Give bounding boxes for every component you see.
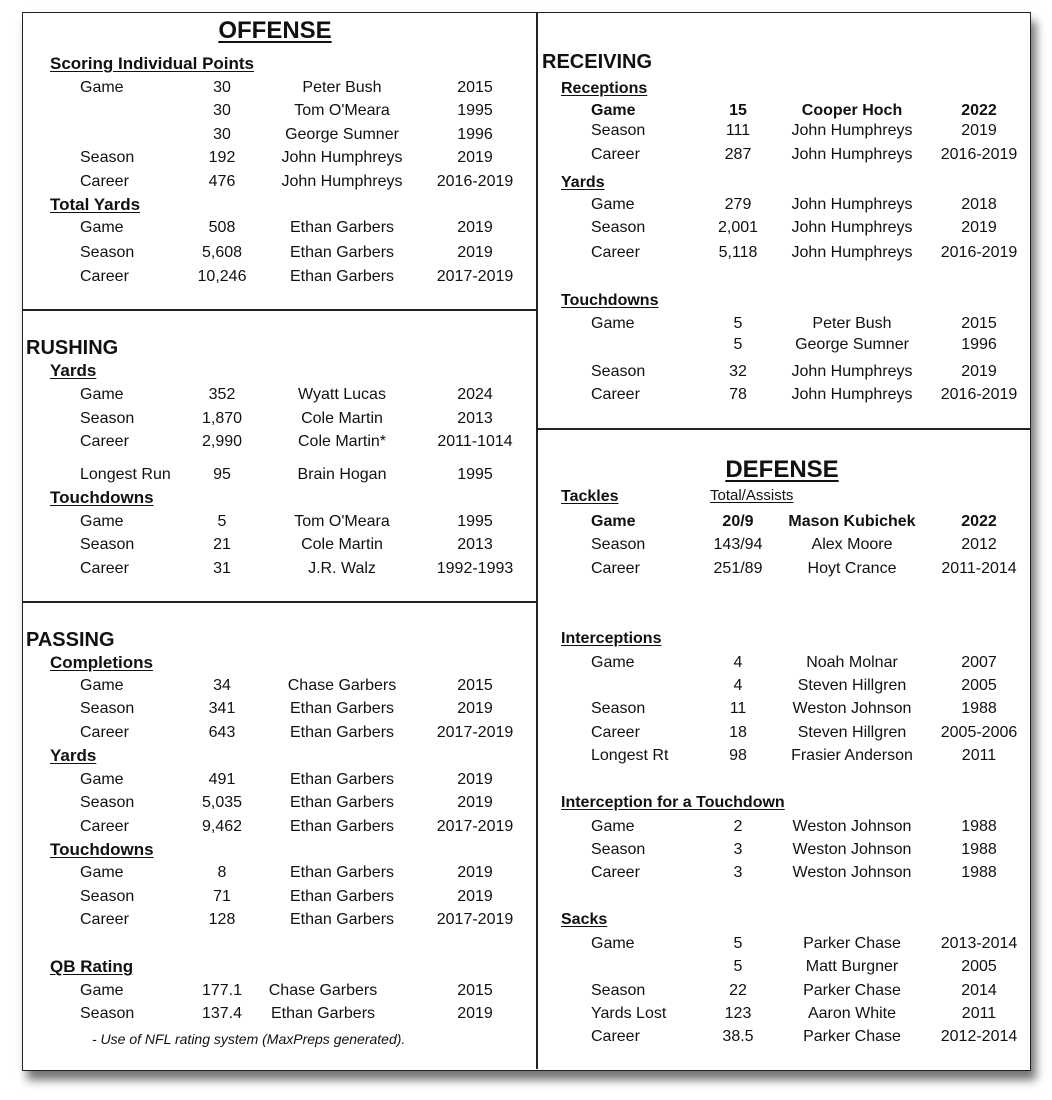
sacks-heading: Sacks [561, 911, 608, 928]
record-holder: Mason Kubichek [788, 513, 916, 530]
record-holder: Tom O'Meara [294, 513, 390, 530]
record-year: 2019 [961, 219, 997, 236]
record-year: 2024 [457, 386, 493, 403]
record-holder: John Humphreys [791, 196, 913, 213]
record-category: Season [80, 794, 135, 811]
record-category: Game [80, 771, 124, 788]
rushing-yards-heading: Yards [50, 361, 97, 380]
record-holder: Matt Burgner [805, 958, 899, 975]
record-category: Career [80, 560, 129, 577]
record-year: 2016-2019 [940, 386, 1018, 403]
record-holder: J.R. Walz [308, 560, 376, 577]
tackles-heading: Tackles [561, 488, 619, 505]
record-category: Yards Lost [591, 1005, 667, 1022]
record-value: 251/89 [713, 560, 763, 577]
record-category: Career [80, 818, 129, 835]
record-holder: Noah Molnar [806, 654, 898, 671]
scoring-heading: Scoring Individual Points [50, 54, 255, 73]
qb-rating-heading: QB Rating [50, 957, 134, 976]
record-year: 1995 [457, 513, 493, 530]
record-holder: John Humphreys [791, 146, 913, 163]
record-year: 2012-2014 [940, 1028, 1018, 1045]
record-value: 11 [729, 700, 747, 717]
record-value: 192 [208, 149, 236, 166]
record-category: Season [591, 700, 646, 717]
record-value: 508 [208, 219, 236, 236]
record-value: 32 [729, 363, 747, 380]
record-category: Career [80, 911, 129, 928]
record-category: Season [80, 244, 135, 261]
record-holder: Frasier Anderson [791, 747, 913, 764]
record-year: 2015 [961, 315, 997, 332]
record-holder: John Humphreys [791, 363, 913, 380]
record-holder: Weston Johnson [792, 841, 912, 858]
record-category: Game [591, 513, 636, 530]
section-divider [22, 601, 537, 603]
record-value: 1,870 [201, 410, 243, 427]
record-category: Season [591, 219, 646, 236]
record-value: 341 [208, 700, 236, 717]
record-category: Career [591, 244, 640, 261]
record-year: 2017-2019 [436, 818, 514, 835]
record-holder: Ethan Garbers [289, 268, 395, 285]
record-holder: Parker Chase [803, 982, 901, 999]
record-holder: Wyatt Lucas [298, 386, 386, 403]
record-value: 98 [729, 747, 747, 764]
qb-rating-note: - Use of NFL rating system (MaxPreps generated). [92, 1031, 406, 1047]
rushing-title: RUSHING [26, 337, 119, 359]
record-value: 20/9 [722, 513, 754, 530]
record-holder: John Humphreys [791, 244, 913, 261]
record-category: Career [591, 146, 640, 163]
record-year: 2012 [961, 536, 997, 553]
record-year: 2022 [961, 102, 997, 119]
record-holder: John Humphreys [791, 122, 913, 139]
record-year: 1988 [961, 700, 997, 717]
record-year: 2017-2019 [436, 268, 514, 285]
record-category: Career [591, 724, 640, 741]
record-value: 5 [733, 935, 743, 952]
receiving-title: RECEIVING [542, 51, 653, 73]
record-year: 2014 [961, 982, 997, 999]
record-category: Career [591, 560, 640, 577]
record-value: 3 [733, 841, 743, 858]
record-holder: Ethan Garbers [289, 794, 395, 811]
record-year: 2011-1014 [437, 433, 513, 450]
record-value: 111 [725, 122, 751, 139]
section-divider [537, 428, 1030, 430]
record-year: 2019 [457, 771, 493, 788]
record-year: 2017-2019 [436, 911, 514, 928]
record-holder: Ethan Garbers [270, 1005, 376, 1022]
record-holder: John Humphreys [791, 386, 913, 403]
record-holder: Cole Martin* [297, 433, 387, 450]
record-year: 1996 [961, 336, 997, 353]
record-value: 18 [729, 724, 747, 741]
record-value: 3 [733, 864, 743, 881]
record-year: 2019 [961, 363, 997, 380]
record-value: 30 [213, 126, 231, 143]
record-year: 2019 [457, 244, 493, 261]
record-year: 2011 [961, 1005, 997, 1022]
record-category: Game [80, 864, 124, 881]
completions-heading: Completions [50, 653, 153, 672]
record-year: 1988 [961, 841, 997, 858]
record-year: 1988 [961, 864, 997, 881]
record-holder: Chase Garbers [268, 982, 378, 999]
record-holder: Cooper Hoch [801, 102, 903, 119]
record-category: Game [591, 196, 635, 213]
record-holder: Alex Moore [811, 536, 893, 553]
record-year: 2005-2006 [940, 724, 1018, 741]
record-year: 2019 [961, 122, 997, 139]
record-value: 15 [729, 102, 747, 119]
record-category: Game [80, 982, 124, 999]
record-holder: John Humphreys [791, 219, 913, 236]
record-holder: Hoyt Crance [807, 560, 897, 577]
record-category: Season [591, 982, 646, 999]
record-category: Game [591, 102, 636, 119]
record-year: 2019 [457, 700, 493, 717]
record-holder: Ethan Garbers [289, 888, 395, 905]
record-holder: Peter Bush [812, 315, 892, 332]
record-holder: John Humphreys [281, 149, 403, 166]
section-divider [22, 309, 537, 311]
record-holder: John Humphreys [281, 173, 403, 190]
record-value: 38.5 [722, 1028, 754, 1045]
record-year: 2019 [457, 794, 493, 811]
passing-yards-heading: Yards [50, 746, 97, 765]
record-value: 177.1 [201, 982, 243, 999]
record-value: 476 [208, 173, 236, 190]
record-year: 2019 [457, 864, 493, 881]
record-value: 2,990 [201, 433, 243, 450]
record-year: 2017-2019 [436, 724, 514, 741]
record-holder: Tom O'Meara [294, 102, 390, 119]
record-value: 643 [208, 724, 236, 741]
record-value: 30 [213, 79, 231, 96]
record-year: 2015 [457, 982, 493, 999]
record-value: 30 [213, 102, 231, 119]
record-value: 128 [208, 911, 236, 928]
record-year: 2019 [457, 149, 493, 166]
record-year: 2005 [961, 958, 997, 975]
passing-touchdowns-heading: Touchdowns [50, 840, 154, 859]
record-value: 4 [733, 654, 743, 671]
record-value: 5 [733, 315, 743, 332]
record-holder: Weston Johnson [792, 818, 912, 835]
record-value: 352 [208, 386, 236, 403]
record-value: 287 [724, 146, 752, 163]
record-year: 2019 [457, 1005, 493, 1022]
record-holder: Ethan Garbers [289, 771, 395, 788]
record-category: Season [80, 536, 135, 553]
record-value: 21 [213, 536, 231, 553]
record-year: 1995 [457, 466, 493, 483]
record-category: Game [80, 219, 124, 236]
record-category: Season [80, 410, 135, 427]
record-year: 2013 [457, 536, 493, 553]
receptions-heading: Receptions [561, 80, 648, 97]
record-year: 1992-1993 [436, 560, 514, 577]
record-value: 95 [213, 466, 231, 483]
record-value: 9,462 [201, 818, 243, 835]
record-year: 2011 [961, 747, 997, 764]
record-category: Game [80, 677, 124, 694]
record-value: 22 [729, 982, 747, 999]
record-category: Game [80, 513, 124, 530]
record-holder: Ethan Garbers [289, 219, 395, 236]
record-category: Season [591, 841, 646, 858]
record-holder: Cole Martin [301, 536, 383, 553]
int-td-heading: Interception for a Touchdown [561, 794, 785, 811]
record-value: 5,608 [201, 244, 243, 261]
record-holder: Cole Martin [301, 410, 383, 427]
record-holder: Aaron White [807, 1005, 897, 1022]
record-value: 2 [733, 818, 743, 835]
record-value: 123 [724, 1005, 752, 1022]
record-holder: Parker Chase [803, 935, 901, 952]
record-category: Career [591, 1028, 640, 1045]
record-value: 5,035 [201, 794, 243, 811]
record-category: Longest Rt [591, 747, 669, 764]
record-year: 1995 [457, 102, 493, 119]
record-category: Season [591, 122, 646, 139]
record-category: Season [591, 363, 646, 380]
record-category: Season [80, 149, 135, 166]
record-category: Game [591, 654, 635, 671]
record-value: 8 [217, 864, 227, 881]
record-value: 4 [733, 677, 743, 694]
record-category: Career [80, 268, 129, 285]
record-category: Career [80, 173, 129, 190]
record-holder: Ethan Garbers [289, 864, 395, 881]
record-value: 137.4 [201, 1005, 243, 1022]
record-year: 2015 [457, 79, 493, 96]
record-holder: Steven Hillgren [797, 724, 907, 741]
record-category: Game [80, 79, 124, 96]
record-year: 2011-2014 [941, 560, 1017, 577]
record-holder: Steven Hillgren [797, 677, 907, 694]
record-year: 2016-2019 [940, 244, 1018, 261]
record-value: 78 [729, 386, 747, 403]
record-category: Season [80, 700, 135, 717]
record-value: 5,118 [718, 244, 758, 261]
record-year: 1996 [457, 126, 493, 143]
record-holder: George Sumner [795, 336, 909, 353]
record-value: 279 [724, 196, 752, 213]
record-category: Career [80, 724, 129, 741]
record-holder: Ethan Garbers [289, 818, 395, 835]
record-year: 1988 [961, 818, 997, 835]
record-category: Game [80, 386, 124, 403]
record-holder: Peter Bush [302, 79, 382, 96]
record-year: 2016-2019 [436, 173, 514, 190]
interceptions-heading: Interceptions [561, 630, 662, 647]
record-value: 2,001 [717, 219, 759, 236]
record-holder: Parker Chase [803, 1028, 901, 1045]
record-year: 2019 [457, 219, 493, 236]
record-holder: Weston Johnson [792, 700, 912, 717]
offense-title: OFFENSE [218, 17, 332, 44]
column-divider [536, 12, 538, 1069]
record-year: 2013-2014 [940, 935, 1018, 952]
record-category: Game [591, 315, 635, 332]
receiving-touchdowns-heading: Touchdowns [561, 292, 659, 309]
receiving-yards-heading: Yards [561, 174, 605, 191]
record-category: Season [591, 536, 646, 553]
record-year: 2019 [457, 888, 493, 905]
record-holder: Weston Johnson [792, 864, 912, 881]
tackles-subtitle: Total/Assists [710, 487, 794, 504]
record-year: 2022 [961, 513, 997, 530]
record-holder: Brain Hogan [297, 466, 387, 483]
record-category: Game [591, 935, 635, 952]
record-year: 2005 [961, 677, 997, 694]
record-holder: Ethan Garbers [289, 724, 395, 741]
record-year: 2007 [961, 654, 997, 671]
record-category: Career [591, 864, 640, 881]
record-value: 5 [733, 958, 743, 975]
record-category: Career [591, 386, 640, 403]
record-value: 34 [213, 677, 231, 694]
defense-title: DEFENSE [725, 456, 839, 483]
record-holder: Ethan Garbers [289, 700, 395, 717]
record-holder: Ethan Garbers [289, 911, 395, 928]
record-value: 491 [208, 771, 236, 788]
total-yards-heading: Total Yards [50, 195, 141, 214]
record-holder: Chase Garbers [287, 677, 397, 694]
record-category: Longest Run [80, 466, 171, 483]
record-value: 143/94 [713, 536, 763, 553]
rushing-touchdowns-heading: Touchdowns [50, 488, 154, 507]
passing-title: PASSING [26, 629, 115, 651]
record-year: 2015 [457, 677, 493, 694]
record-category: Season [80, 888, 135, 905]
record-value: 10,246 [197, 268, 247, 285]
record-year: 2018 [961, 196, 997, 213]
record-value: 5 [733, 336, 743, 353]
record-year: 2016-2019 [940, 146, 1018, 163]
record-holder: George Sumner [285, 126, 399, 143]
record-category: Career [80, 433, 129, 450]
record-year: 2013 [457, 410, 493, 427]
record-category: Game [591, 818, 635, 835]
record-value: 71 [213, 888, 231, 905]
record-value: 31 [213, 560, 231, 577]
record-value: 5 [217, 513, 227, 530]
record-holder: Ethan Garbers [289, 244, 395, 261]
record-category: Season [80, 1005, 135, 1022]
